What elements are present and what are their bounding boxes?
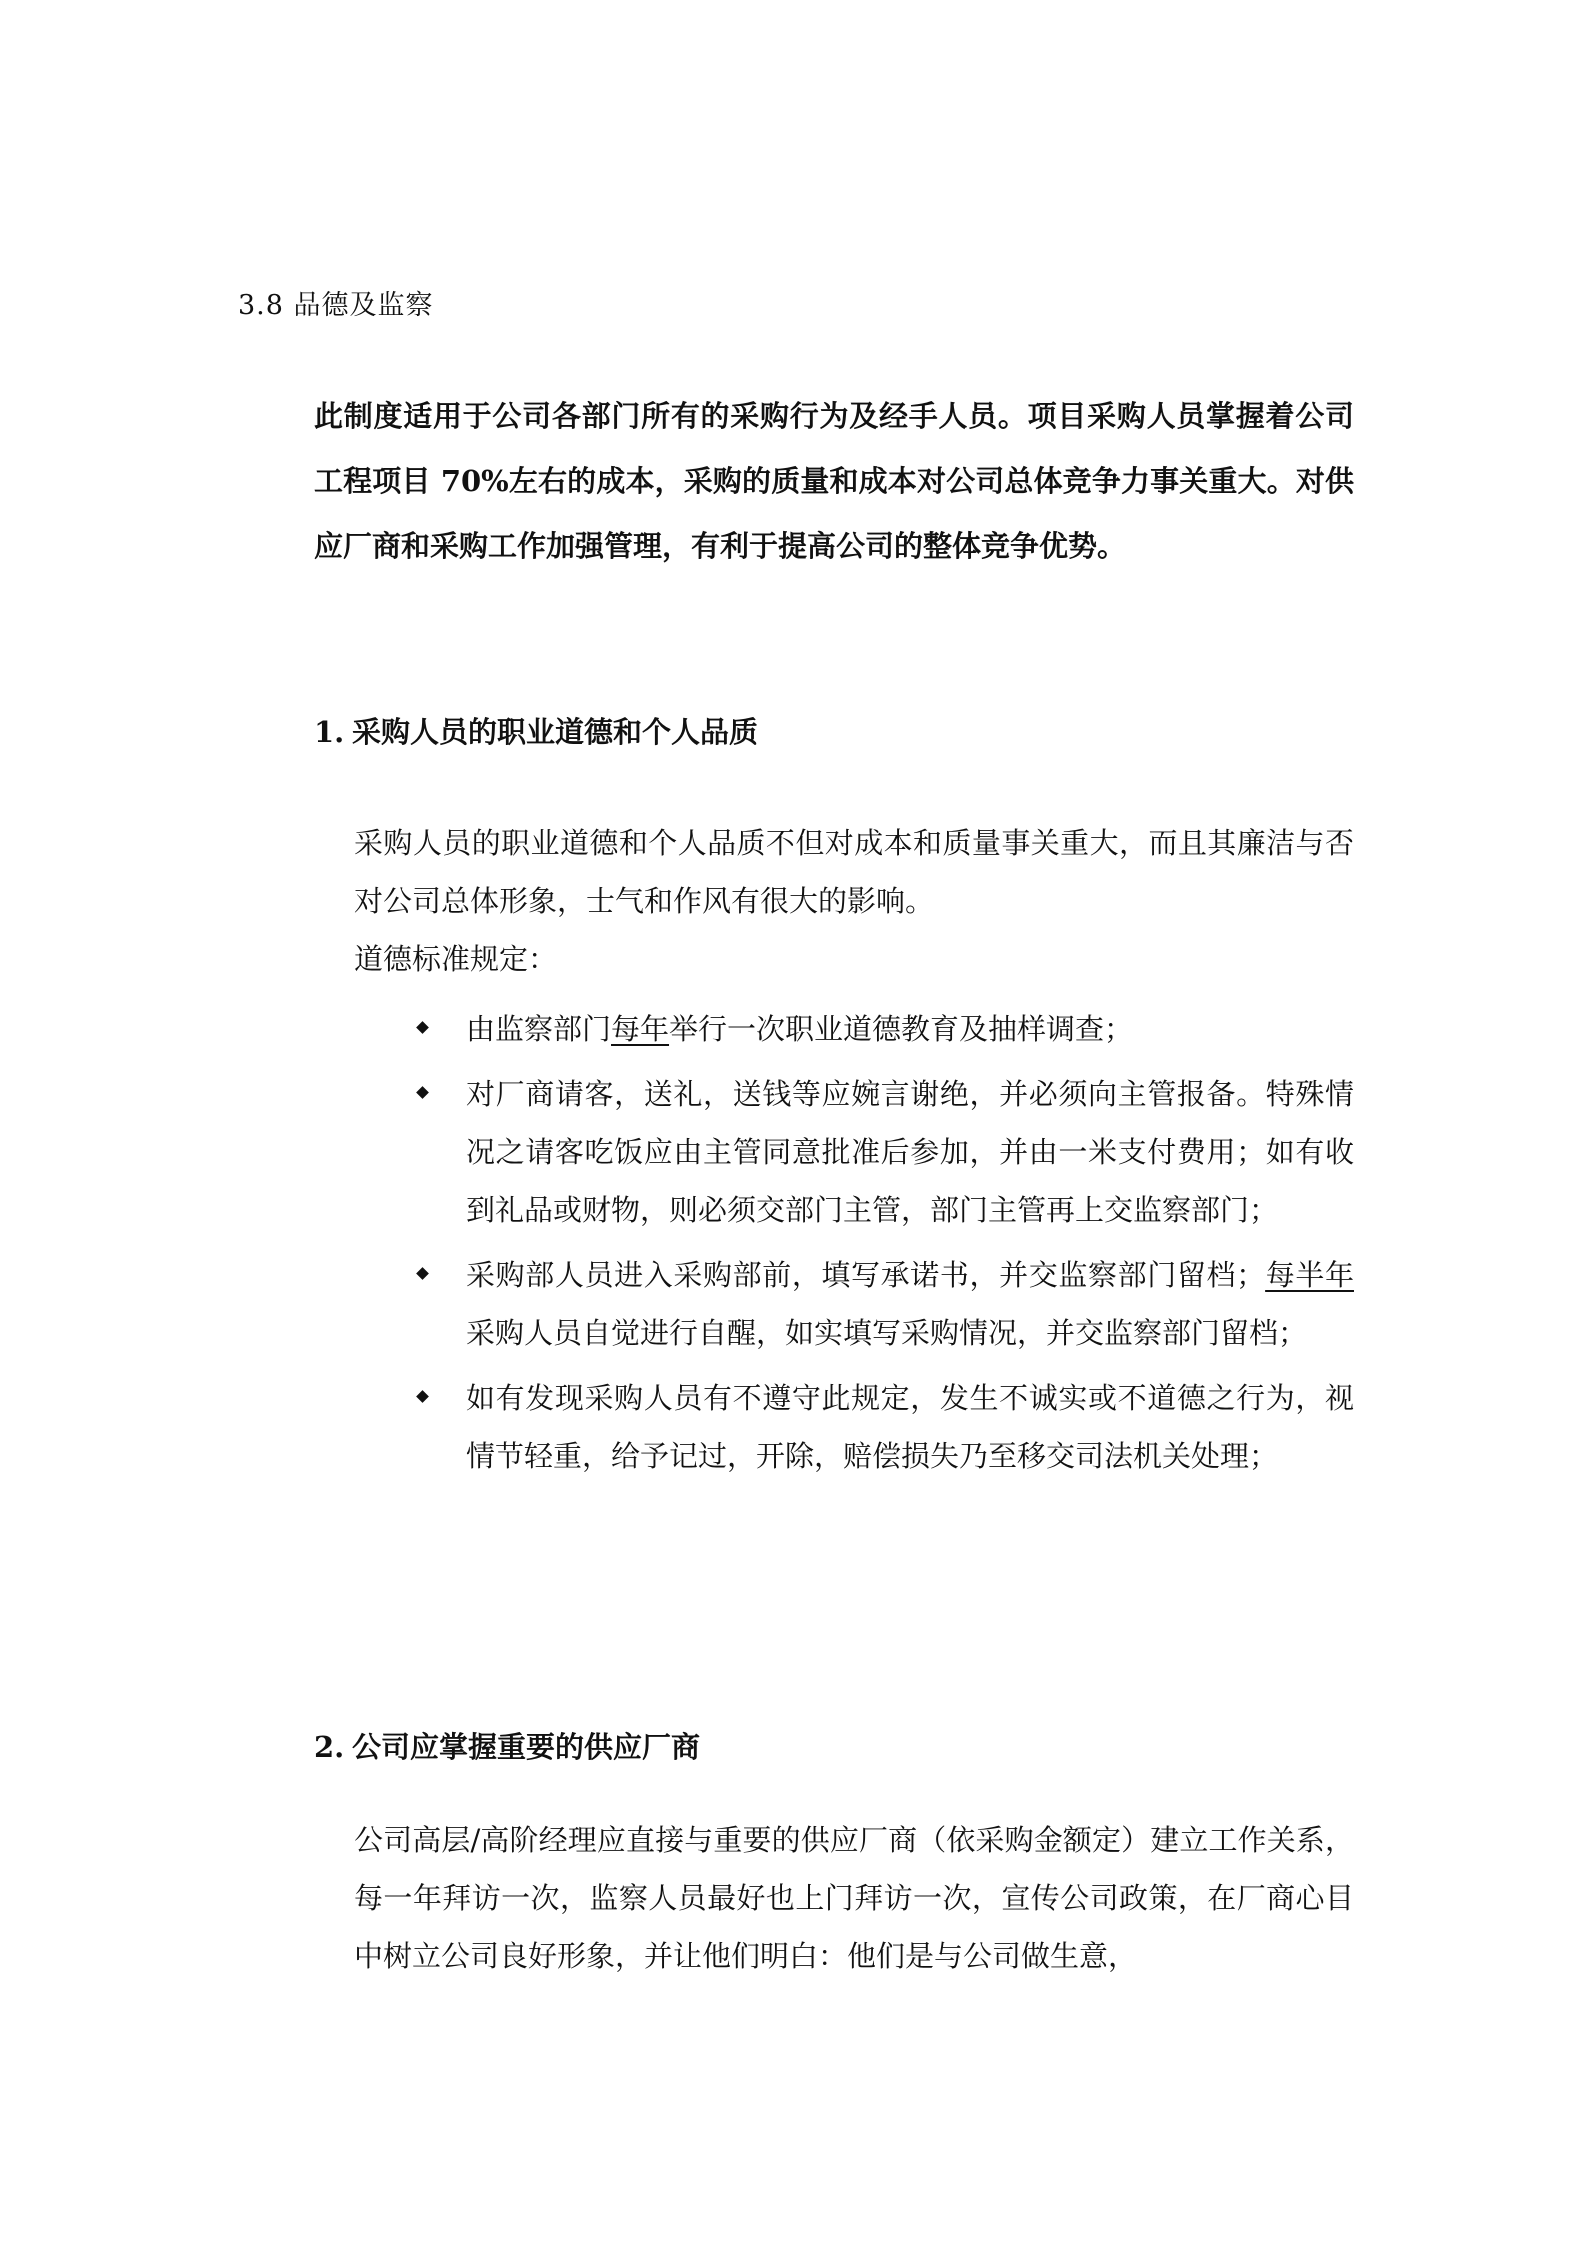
bullet-text-before: 对厂商请客，送礼，送钱等应婉言谢绝，并必须向主管报备。特殊情况之请客吃饭应由主管同意批准后参加，并由一米支付费用；如有收到礼品或财物，则必须交部门主管，部门主管再上交监察部门；	[466, 1077, 1354, 1227]
diamond-bullet-icon	[416, 1390, 429, 1403]
bullet-item	[410, 1369, 1354, 1485]
bullet-text-before: 由监察部门	[466, 1012, 612, 1046]
item-2-heading	[314, 1727, 700, 1767]
bullet-item	[410, 1000, 1354, 1058]
bullet-text-after: 举行一次职业道德教育及抽样调查；	[669, 1012, 1134, 1046]
bullet-item	[410, 1246, 1354, 1362]
diamond-bullet-icon	[416, 1021, 429, 1034]
diamond-bullet-icon	[416, 1086, 429, 1099]
item-1-heading	[314, 712, 758, 752]
item-2-number: 2.	[314, 1730, 345, 1764]
diamond-bullet-icon	[416, 1267, 429, 1280]
ethics-standards-label: 道德标准规定：	[354, 942, 558, 976]
bullet-underlined-text: 每半年	[1265, 1258, 1354, 1292]
bullet-text-before: 采购部人员进入采购部前，填写承诺书，并交监察部门留档；	[466, 1258, 1266, 1292]
item-1-number: 1.	[314, 715, 345, 749]
intro-paragraph: 此制度适用于公司各部门所有的采购行为及经手人员。项目采购人员掌握着公司工程项目 70%左右的成本，采购的质量和成本对公司总体竞争力事关重大。对供应厂商和采购工作加强管理，有利于提高公司的整体竞争优势。	[314, 399, 1354, 563]
bullet-underlined-text: 每年	[611, 1012, 670, 1046]
item-1-heading-text: 采购人员的职业道德和个人品质	[352, 715, 759, 749]
item-2-heading-text: 公司应掌握重要的供应厂商	[352, 1730, 701, 1764]
bullet-item	[410, 1065, 1354, 1239]
item-2-paragraph: 公司高层/高阶经理应直接与重要的供应厂商（依采购金额定）建立工作关系，每一年拜访一次，监察人员最好也上门拜访一次，宣传公司政策，在厂商心目中树立公司良好形象，并让他们明白：他们是与公司做生意，	[354, 1823, 1354, 1973]
item-1-paragraph: 采购人员的职业道德和个人品质不但对成本和质量事关重大，而且其廉洁与否对公司总体形象，士气和作风有很大的影响。	[354, 826, 1354, 918]
ethics-bullet-list	[410, 1000, 1354, 1492]
bullet-text-after: 采购人员自觉进行自醒，如实填写采购情况，并交监察部门留档；	[466, 1316, 1308, 1350]
section-title: 3.8 品德及监察	[238, 290, 434, 321]
bullet-text-before: 如有发现采购人员有不遵守此规定，发生不诚实或不道德之行为，视情节轻重，给予记过，开除，赔偿损失乃至移交司法机关处理；	[466, 1381, 1354, 1473]
